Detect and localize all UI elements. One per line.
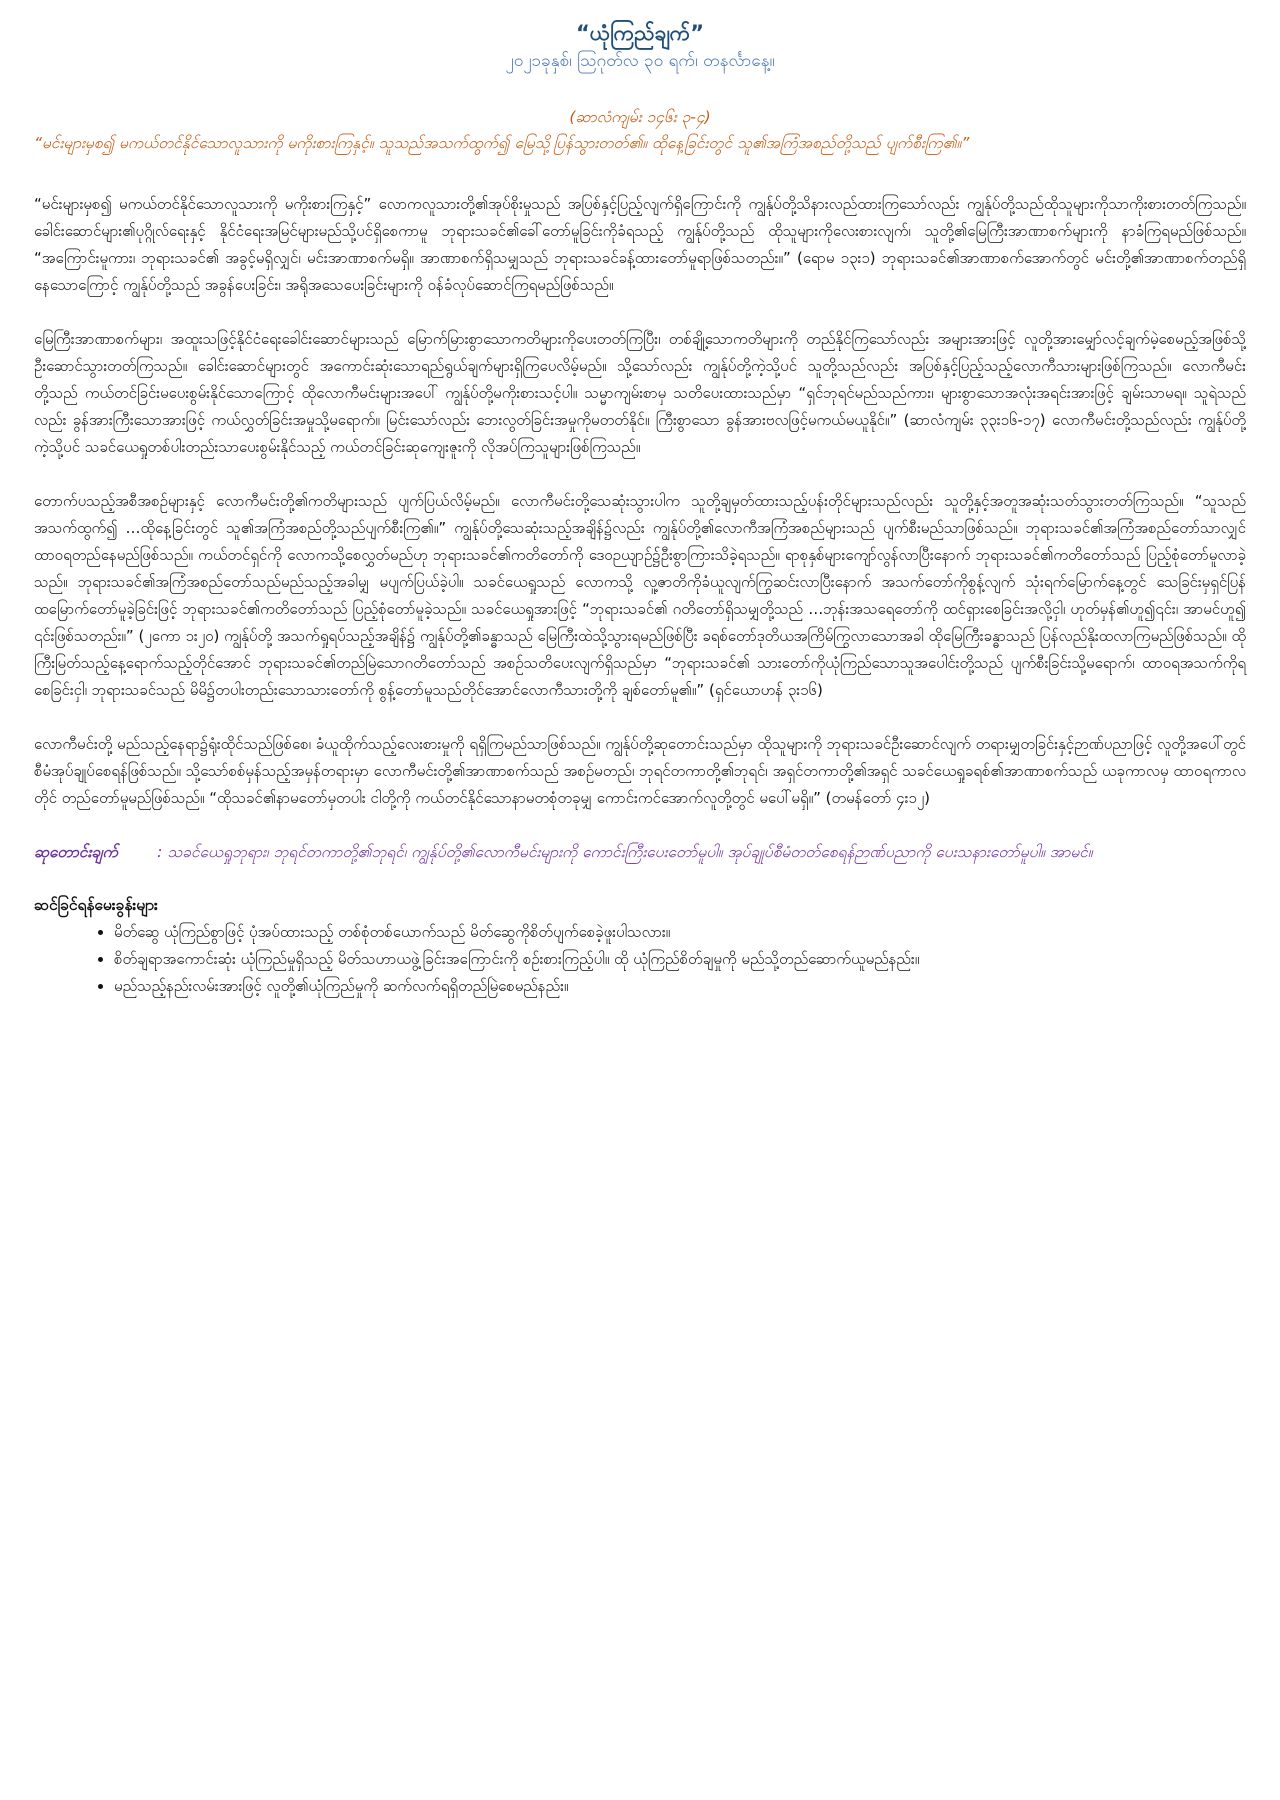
question-item-3: • မည်သည့်နည်းလမ်းအားဖြင့် လူတို့၏ယုံကြည်မှုကို ဆက်လက်ရရှိတည်မြဲစေမည်နည်း။ xyxy=(114,973,1246,1000)
scripture-verse: “မင်းများမှစ၍ မကယ်တင်နိုင်သောလူသားကို မကိုးစားကြနှင့်။ သူသည်အသက်ထွက်၍ မြေသို့ပြန်သွားတတ်၏။ ထိုနေ့ခြင်းတွင် သူ၏အကြံအစည်တို့သည် ပျက်စီးကြ၏။” xyxy=(34,134,970,152)
page-date: ၂၀၂၁ခုနှစ်၊ ဩဂုတ်လ ၃၀ ရက်၊ တနင်္လာနေ့။ xyxy=(505,51,775,71)
scripture-reference: (ဆာလံကျမ်း ၁၄၆း ၃-၄) xyxy=(569,108,711,126)
body-paragraph-4: လောကီမင်းတို့ မည်သည့်နေရာ၌ရုံးထိုင်သည်ဖြစ်စေ၊ ခံယူထိုက်သည့်လေးစားမှုကို ရရှိကြမည်သာဖြစ်သည်။ ကျွန်ုပ်တို့ဆုတောင်းသည်မှာ ထိုသူများကို ဘုရားသခင်ဦးဆောင်လျက် တရားမျှတခြင်းနှင့်ဉာဏ်ပညာဖြင့် လူတို့အပေါ်တွင် စီမံအုပ်ချုပ်စေရန်ဖြစ်သည်။ သို့သော်စစ်မှန်သည့်အမှန်တရားမှာ လောကီမင်းတို့၏အာဏာစက်သည် အစဉ်မတည်၊ ဘုရင်တကာတို့၏ဘုရင်၊ အရှင်တကာတို့၏အရှင် သခင်ယေရှုခရစ်၏အာဏာစက်သည် ယခုကာလမှ ထာဝရကာလတိုင် တည်တော်မူမည်ဖြစ်သည်။ “ထိုသခင်၏နာမတော်မှတပါး ငါတို့ကို ကယ်တင်နိုင်သောနာမတစုံတခုမျှ ကောင်းကင်အောက်လူတို့တွင် မပေါ်မရှိ။” (တမန်တော် ၄း၁၂) xyxy=(34,735,1246,807)
question-item-2: • စိတ်ချရာအကောင်းဆုံး ယုံကြည်မှုရှိသည့် မိတ်သဟာယဖွဲ့ခြင်းအကြောင်းကို စဉ်းစားကြည့်ပါ။ ထို ယုံကြည်စိတ်ချမှုကို မည်သို့တည်ဆောက်ယူမည်နည်း။ xyxy=(114,946,1246,973)
questions-list xyxy=(34,919,1246,1000)
questions-heading: ဆင်ခြင်ရန်မေးခွန်းများ xyxy=(34,896,158,914)
prayer-label: ဆုတောင်းချက် xyxy=(34,843,118,861)
question-item-1: • မိတ်ဆွေ ယုံကြည်စွာဖြင့် ပုံအပ်ထားသည့် တစ်စုံတစ်ယောက်သည် မိတ်ဆွေကိုစိတ်ပျက်စေခဲ့ဖူးပါသလား။ xyxy=(114,919,1246,946)
page-title: “ယုံကြည်ချက်” xyxy=(575,21,705,45)
body-paragraph-3: တောက်ပသည့်အစီအစဉ်များနှင့် လောကီမင်းတို့၏ကတိများသည် ပျက်ပြယ်လိမ့်မည်။ လောကီမင်းတို့သေဆုံးသွားပါက သူတို့ချမှတ်ထားသည့်ပန်းတိုင်များသည်လည်း သူတို့နှင့်အတူအဆုံးသတ်သွားတတ်ကြသည်။ “သူသည်အသက်ထွက်၍ …ထိုနေ့ခြင်းတွင် သူ၏အကြံအစည်တို့သည်ပျက်စီးကြ၏။” ကျွန်ုပ်တို့သေဆုံးသည့်အချိန်၌လည်း ကျွန်ုပ်တို့၏လောကီအကြံအစည်များသည် ပျက်စီးမည်သာဖြစ်သည်။ ဘုရားသခင်၏အကြံအစည်တော်သာလျှင် ထာဝရတည်နေမည်ဖြစ်သည်။ ကယ်တင်ရှင်ကို လောကသို့စေလွှတ်မည်ဟု ဘုရားသခင်၏ကတိတော်ကို ဒေဝဉယျာဉ်၌ဦးစွာကြားသိခဲ့ရသည်။ ရာစုနှစ်များကျော်လွန်လာပြီးနောက် ဘုရားသခင်၏ကတိတော်သည် ပြည့်စုံတော်မူလာခဲ့သည်။ ဘုရားသခင်၏အကြံအစည်တော်သည်မည်သည့်အခါမျှ မပျက်ပြယ်ခဲ့ပါ။ သခင်ယေရှုသည် လောကသို့ လူ့ဇာတိကိုခံယူလျက်ကြွဆင်းလာပြီးနောက် အသက်တော်ကိုစွန့်လျက် သုံးရက်မြောက်နေ့တွင် သေခြင်းမှရှင်ပြန်ထမြောက်တော်မူခဲ့ခြင်းဖြင့် ဘုရားသခင်၏ကတိတော်သည် ပြည့်စုံတော်မူခဲ့သည်။ သခင်ယေရှုအားဖြင့် “ဘုရားသခင်၏ ဂတိတော်ရှိသမျှတို့သည် …ဘုန်းအသရေတော်ကို ထင်ရှားစေခြင်းအလို့ငှါ၊ ဟုတ်မှန်၏ဟူ၍၎င်း၊ အာမင်ဟူ၍ ၎င်းဖြစ်သတည်း။” (၂ကော ၁း၂၀) ကျွန်ုပ်တို့ အသက်ရှုရပ်သည့်အချိန်၌ ကျွန်ုပ်တို့၏ခန္ဓာသည် မြေကြီးထဲသို့သွားရမည်ဖြစ်ပြီး ခရစ်တော်ဒုတိယအကြိမ်ကြွလာသောအခါ ထိုမြေကြီးခန္ဓာသည် ပြန်လည်နိုးထလာကြမည်ဖြစ်သည်။ ထိုကြီးမြတ်သည့်နေ့ရောက်သည့်တိုင်အောင် ဘုရားသခင်၏တည်မြဲသောဂတိတော်သည် အစဉ်သတိပေးလျက်ရှိသည်မှာ “ဘုရားသခင်၏ သားတော်ကိုယုံကြည်သောသူအပေါင်းတို့သည် ပျက်စီးခြင်းသို့မရောက်၊ ထာဝရအသက်ကိုရစေခြင်းငှါ၊ ဘုရားသခင်သည် မိမိ၌တပါးတည်းသောသားတော်ကို စွန့်တော်မူသည်တိုင်အောင်လောကီသားတို့ကို ချစ်တော်မူ၏။” (ရှင်ယောဟန် ၃း၁၆) xyxy=(34,492,1246,699)
prayer-text: : သခင်ယေရှုဘုရား၊ ဘုရင်တကာတို့၏ဘုရင်၊ ကျွန်ုပ်တို့၏လောကီမင်းများကို ကောင်းကြီးပေးတော်မူပါ။ အုပ်ချုပ်စီမံတတ်စေရန်ဉာဏ်ပညာကို ပေးသနားတော်မူပါ။ အာမင်။ xyxy=(157,843,1093,861)
body-paragraph-1: “မင်းများမှစ၍ မကယ်တင်နိုင်သောလူသားကို မကိုးစားကြနှင့်” လောကလူသားတို့၏အုပ်စိုးမှုသည် အပြစ်နှင့်ပြည့်လျက်ရှိကြောင်းကို ကျွန်ုပ်တို့သိနားလည်ထားကြသော်လည်း ကျွန်ုပ်တို့သည်ထိုသူများကိုသာကိုးစားတတ်ကြသည်။ ခေါင်းဆောင်များ၏ပုဂ္ဂိုလ်ရေးနှင့် နိုင်ငံရေးအမြင်များမည်သို့ပင်ရှိစေကာမူ ဘုရားသခင်၏ခေါ်တော်မူခြင်းကိုခံရသည့် ကျွန်ုပ်တို့သည် ထိုသူများကိုလေးစားလျက်၊ သူတို့၏မြေကြီးအာဏာစက်များကို နာခံကြရမည်ဖြစ်သည်။ “အကြောင်းမူကား၊ ဘုရားသခင်၏ အခွင့်မရှိလျှင်၊ မင်းအာဏာစက်မရှိ။ အာဏာစက်ရှိသမျှသည် ဘုရားသခင်ခန့်ထားတော်မူရာဖြစ်သတည်း။” (ရောမ ၁၃း၁) ဘုရားသခင်၏အာဏာစက်အောက်တွင် မင်းတို့၏အာဏာစက်တည်ရှိနေသောကြောင့် ကျွန်ုပ်တို့သည် အခွန်ပေးခြင်း၊ အရိုအသေပေးခြင်းများကို ဝန်ခံလုပ်ဆောင်ကြရမည်ဖြစ်သည်။ xyxy=(34,195,1246,294)
devotional-page xyxy=(34,18,1246,1000)
body-paragraph-2: မြေကြီးအာဏာစက်များ၊ အထူးသဖြင့်နိုင်ငံရေးခေါင်းဆောင်များသည် မြောက်မြားစွာသောကတိများကိုပေးတတ်ကြပြီး၊ တစ်ချို့သောကတိများကို တည်နိုင်ကြသော်လည်း အများအားဖြင့် လူတို့အားမျှော်လင့်ချက်မဲ့စေမည့်အဖြစ်သို့ ဦးဆောင်သွားတတ်ကြသည်။ ခေါင်းဆောင်များတွင် အကောင်းဆုံးသောရည်ရွယ်ချက်များရှိကြပေလိမ့်မည်။ သို့သော်လည်း ကျွန်ုပ်တို့ကဲ့သို့ပင် သူတို့သည်လည်း အပြစ်နှင့်ပြည့်သည့်လောကီသားများဖြစ်ကြသည်။ လောကီမင်းတို့သည် ကယ်တင်ခြင်းမပေးစွမ်းနိုင်သောကြောင့် ထိုလောကီမင်းများအပေါ် ကျွန်ုပ်တို့မကိုးစားသင့်ပါ။ သမ္မာကျမ်းစာမှ သတိပေးထားသည်မှာ “ရှင်ဘုရင်မည်သည်ကား၊ များစွာသောအလုံးအရင်းအားဖြင့် ချမ်းသာမရ။ သူရဲသည်လည်း ခွန်အားကြီးသောအားဖြင့် ကယ်လွှတ်ခြင်းအမှုသို့မရောက်။ မြင်းသော်လည်း ဘေးလွတ်ခြင်းအမှုကိုမတတ်နိုင်။ ကြီးစွာသော ခွန်အားဗလဖြင့်မကယ်မယူနိုင်။” (ဆာလံကျမ်း ၃၃း၁၆-၁၇) လောကီမင်းတို့သည်လည်း ကျွန်ုပ်တို့ကဲ့သို့ပင် သခင်ယေရှုတစ်ပါးတည်းသာပေးစွမ်းနိုင်သည့် ကယ်တင်ခြင်းဆုကျေးဇူးကို လိုအပ်ကြသူများဖြစ်ကြသည်။ xyxy=(34,330,1246,456)
prayer-section xyxy=(34,839,1246,866)
